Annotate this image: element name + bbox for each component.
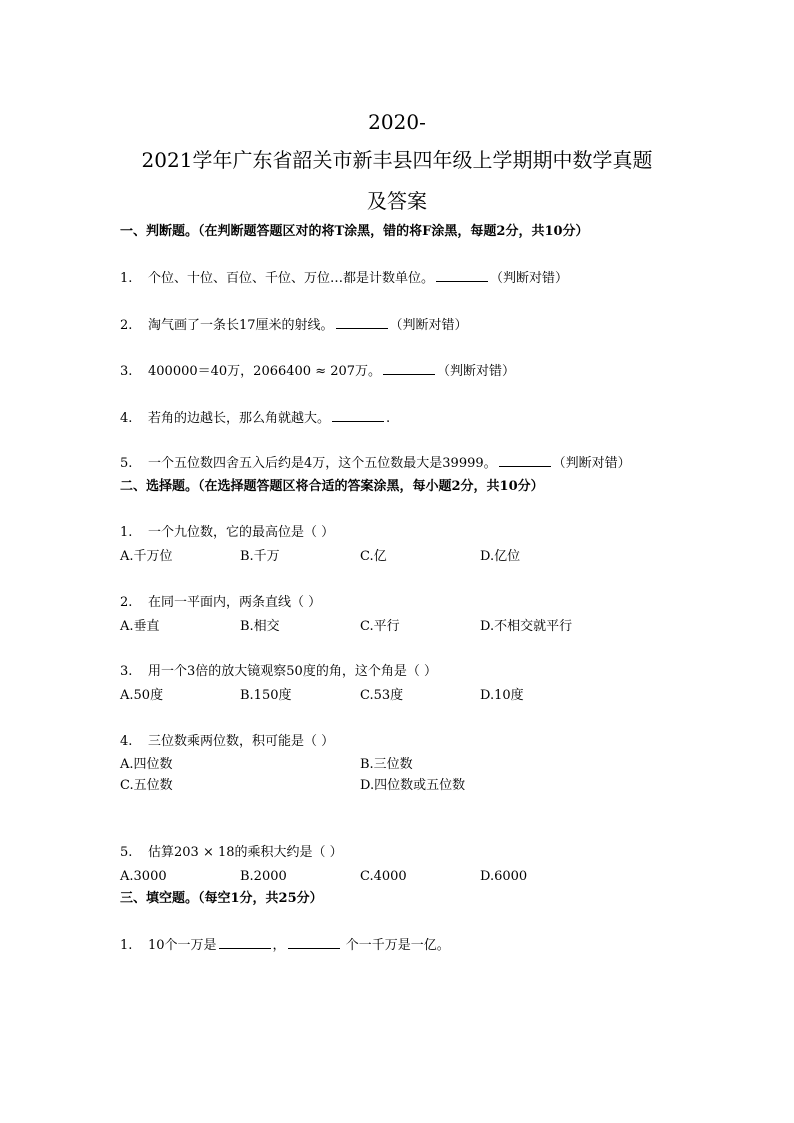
question-number: 1. xyxy=(120,271,133,286)
question-text: 若角的边越长，那么角就越大。 xyxy=(148,411,331,426)
judgment-question-1 xyxy=(120,269,568,288)
option-b[interactable]: B.相交 xyxy=(240,619,280,634)
choice-question-1 xyxy=(120,524,334,542)
question-number: 1. xyxy=(120,525,133,540)
judgment-question-2 xyxy=(120,316,468,335)
option-b[interactable]: B.千万 xyxy=(240,549,280,564)
question-text: 10个一万是 xyxy=(148,938,217,953)
answer-blank[interactable] xyxy=(436,269,488,282)
question-text: 在同一平面内，两条直线（ ） xyxy=(148,595,322,610)
option-c[interactable]: C.53度 xyxy=(360,688,404,703)
question-number: 3. xyxy=(120,364,133,379)
section-header-choice: 二、选择题。（在选择题答题区将合适的答案涂黑，每小题2分，共10分） xyxy=(120,479,544,494)
judgment-question-4 xyxy=(120,409,390,428)
question-number: 2. xyxy=(120,595,133,610)
section-header-fill-in: 三、填空题。（每空1分，共25分） xyxy=(120,891,323,906)
question-text-end: 个一千万是一亿。 xyxy=(341,938,450,953)
choice-question-4 xyxy=(120,733,334,751)
option-c[interactable]: C.亿 xyxy=(360,549,387,564)
question-text: 一个九位数，它的最高位是（ ） xyxy=(148,525,335,540)
question-text: 用一个3倍的放大镜观察50度的角，这个角是（ ） xyxy=(148,664,437,679)
section-header-judgment: 一、判断题。（在判断题答题区对的将T涂黑，错的将F涂黑，每题2分，共10分） xyxy=(120,224,589,239)
question-suffix: （判断对错） xyxy=(490,271,569,286)
option-a[interactable]: A.垂直 xyxy=(120,619,160,634)
choice-question-5 xyxy=(120,844,343,862)
title-line-3: 及答案 xyxy=(367,189,427,213)
answer-blank[interactable] xyxy=(499,454,551,467)
option-d[interactable]: D.四位数或五位数 xyxy=(360,778,466,793)
question-text: 淘气画了一条长17厘米的射线。 xyxy=(148,318,334,333)
title-line-1: 2020- xyxy=(368,110,426,134)
option-b[interactable]: B.三位数 xyxy=(360,757,413,772)
option-c[interactable]: C.4000 xyxy=(360,869,407,884)
question-text: 三位数乘两位数，积可能是（ ） xyxy=(148,734,335,749)
option-a[interactable]: A.3000 xyxy=(120,869,167,884)
option-d[interactable]: D.6000 xyxy=(480,869,528,884)
question-number: 5. xyxy=(120,845,133,860)
question-text: 400000＝40万，2066400 ≈ 207万。 xyxy=(148,364,382,379)
question-text: 个位、十位、百位、千位、万位…都是计数单位。 xyxy=(148,271,435,286)
title-line-2: 2021学年广东省韶关市新丰县四年级上学期期中数学真题 xyxy=(141,148,653,172)
question-text: 一个五位数四舍五入后约是4万，这个五位数最大是39999。 xyxy=(148,456,497,471)
answer-blank[interactable] xyxy=(336,316,388,329)
option-b[interactable]: B.2000 xyxy=(240,869,287,884)
question-suffix: （判断对错） xyxy=(437,364,516,379)
option-d[interactable]: D.亿位 xyxy=(480,549,521,564)
answer-blank[interactable] xyxy=(288,936,340,949)
option-c[interactable]: C.五位数 xyxy=(120,778,173,793)
fill-question-1 xyxy=(120,936,450,955)
question-number: 5. xyxy=(120,456,133,471)
choice-question-3 xyxy=(120,663,437,681)
question-suffix: （判断对错） xyxy=(552,456,631,471)
question-text-mid: ， xyxy=(272,938,286,953)
judgment-question-3 xyxy=(120,362,515,381)
question-number: 4. xyxy=(120,411,133,426)
option-d[interactable]: D.不相交就平行 xyxy=(480,619,573,634)
answer-blank[interactable] xyxy=(383,362,435,375)
choice-question-2 xyxy=(120,594,321,612)
option-b[interactable]: B.150度 xyxy=(240,688,292,703)
option-a[interactable]: A.千万位 xyxy=(120,549,173,564)
question-text: 估算203 × 18的乘积大约是（ ） xyxy=(148,845,343,860)
option-a[interactable]: A.四位数 xyxy=(120,757,173,772)
option-a[interactable]: A.50度 xyxy=(120,688,164,703)
question-number: 4. xyxy=(120,734,133,749)
question-number: 3. xyxy=(120,664,133,679)
answer-blank[interactable] xyxy=(332,409,384,422)
question-number: 2. xyxy=(120,318,133,333)
question-number: 1. xyxy=(120,938,133,953)
judgment-question-5 xyxy=(120,454,631,473)
answer-blank[interactable] xyxy=(219,936,271,949)
question-suffix: （判断对错） xyxy=(389,318,468,333)
option-d[interactable]: D.10度 xyxy=(480,688,524,703)
option-c[interactable]: C.平行 xyxy=(360,619,400,634)
question-suffix: . xyxy=(386,411,391,426)
